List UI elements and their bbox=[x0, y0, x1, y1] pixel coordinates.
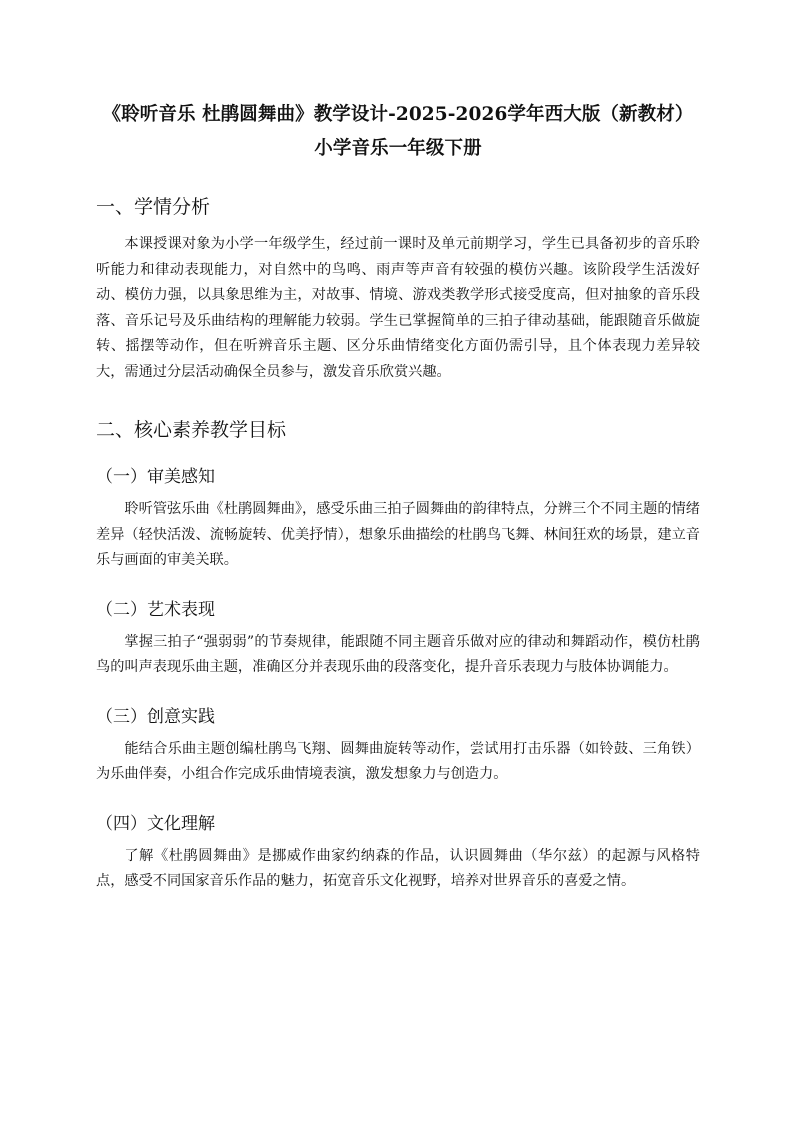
cultural-understanding-paragraph: 了解《杜鹃圆舞曲》是挪威作曲家约纳森的作品，认识圆舞曲（华尔兹）的起源与风格特点，感受不同国家音乐作品的魅力，拓宽音乐文化视野，培养对世界音乐的喜爱之情。 bbox=[96, 847, 700, 889]
subheading-artistic-expression: （二）艺术表现 bbox=[96, 599, 215, 620]
subheading-aesthetic-perception: （一）审美感知 bbox=[96, 467, 215, 487]
section-heading-learner-analysis: 一、学情分析 bbox=[96, 196, 211, 218]
section-heading-core-literacy-goals: 二、核心素养教学目标 bbox=[96, 419, 287, 441]
aesthetic-perception-paragraph: 聆听管弦乐曲《杜鹃圆舞曲》，感受乐曲三拍子圆舞曲的韵律特点，分辨三个不同主题的情绪差异（轻快活泼、流畅旋转、优美抒情），想象乐曲描绘的杜鹃鸟飞舞、林间狂欢的场景，建立音乐与画面的审美关联。 bbox=[96, 501, 700, 568]
document-title-line-1: 《聆听音乐 杜鹃圆舞曲》教学设计-2025-2026学年西大版（新教材） bbox=[102, 104, 694, 125]
artistic-expression-paragraph: 掌握三拍子“强弱弱”的节奏规律，能跟随不同主题音乐做对应的律动和舞蹈动作，模仿杜鹃鸟的叫声表现乐曲主题，准确区分并表现乐曲的段落变化，提升音乐表现力与肢体协调能力。 bbox=[96, 633, 700, 675]
learner-analysis-paragraph: 本课授课对象为小学一年级学生，经过前一课时及单元前期学习，学生已具备初步的音乐聆听能力和律动表现能力，对自然中的鸟鸣、雨声等声音有较强的模仿兴趣。该阶段学生活泼好动、模仿力强，以具象思维为主，对故事、情境、游戏类教学形式接受度高，但对抽象的音乐段落、音乐记号及乐曲结构的理解能力较弱。学生已掌握简单的三拍子律动基础，能跟随音乐做旋转、摇摆等动作，但在听辨音乐主题、区分乐曲情绪变化方面仍需引导，且个体表现力差异较大，需通过分层活动确保全员参与，激发音乐欣赏兴趣。 bbox=[96, 236, 700, 380]
document-title-line-2: 小学音乐一年级下册 bbox=[314, 138, 482, 159]
subheading-creative-practice: （三）创意实践 bbox=[96, 706, 215, 727]
creative-practice-paragraph: 能结合乐曲主题创编杜鹃鸟飞翔、圆舞曲旋转等动作，尝试用打击乐器（如铃鼓、三角铁）为乐曲伴奏，小组合作完成乐曲情境表演，激发想象力与创造力。 bbox=[96, 740, 700, 782]
subheading-cultural-understanding: （四）文化理解 bbox=[96, 813, 215, 834]
document-page bbox=[96, 98, 700, 895]
document-title bbox=[96, 98, 700, 166]
